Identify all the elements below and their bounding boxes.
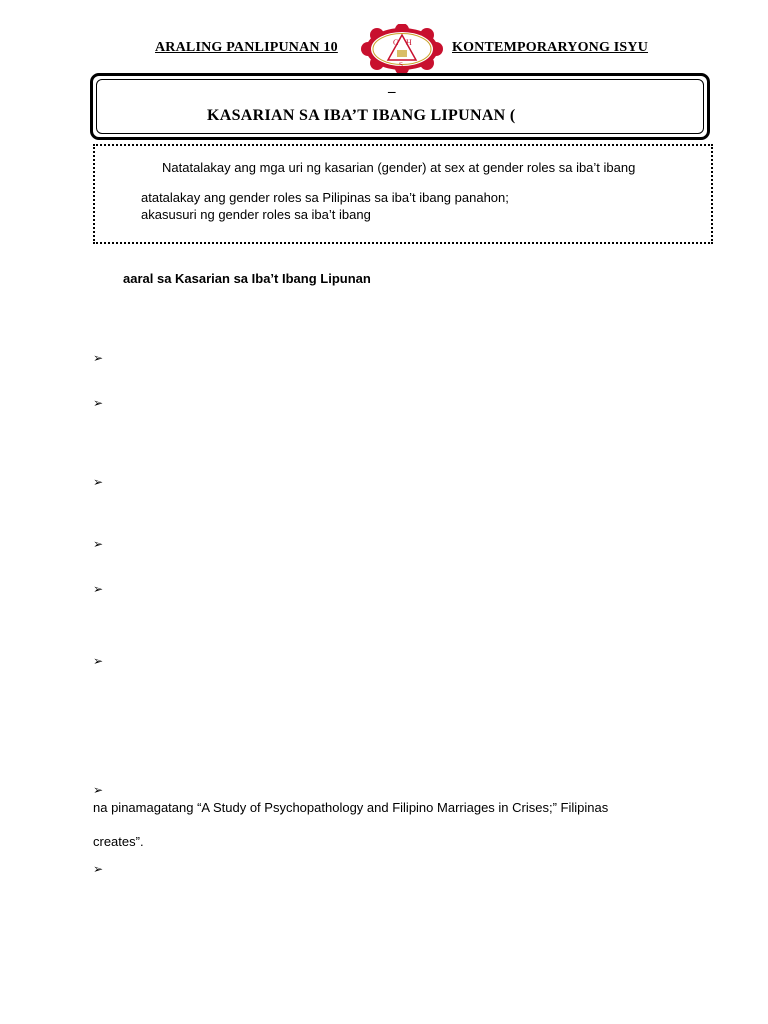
- seal-letter-c: C: [393, 38, 399, 47]
- objective-item: Natatalakay ang mga uri ng kasarian (gender) at sex at gender roles sa iba’t ibang: [162, 160, 636, 175]
- bullet-icon: ➢: [93, 783, 104, 797]
- header-topic: KONTEMPORARYONG ISYU: [452, 40, 649, 55]
- bullet-icon: ➢: [93, 582, 104, 596]
- bullet-icon: ➢: [93, 396, 104, 410]
- bullet-icon: ➢: [93, 351, 104, 365]
- bullet-icon: ➢: [93, 654, 104, 668]
- section-heading: aaral sa Kasarian sa Iba’t Ibang Lipunan: [123, 271, 371, 286]
- school-seal-logo: [359, 24, 445, 74]
- bullet-icon: ➢: [93, 862, 104, 876]
- objective-item: akasusuri ng gender roles sa iba’t ibang: [141, 207, 371, 222]
- bullet-icon: ➢: [93, 475, 104, 489]
- title-dash: –: [388, 84, 396, 100]
- bullet-icon: ➢: [93, 537, 104, 551]
- page-title: KASARIAN SA IBA’T IBANG LIPUNAN (: [207, 107, 516, 124]
- seal-letter-s: S: [399, 61, 403, 69]
- objective-item: atatalakay ang gender roles sa Pilipinas sa iba’t ibang panahon;: [141, 190, 509, 205]
- header-subject: ARALING PANLIPUNAN 10: [155, 40, 338, 55]
- body-paragraph: creates”.: [93, 834, 144, 849]
- body-paragraph: na pinamagatang “A Study of Psychopathology and Filipino Marriages in Crises;” Filipinas: [93, 800, 609, 815]
- seal-letter-h: H: [406, 38, 412, 47]
